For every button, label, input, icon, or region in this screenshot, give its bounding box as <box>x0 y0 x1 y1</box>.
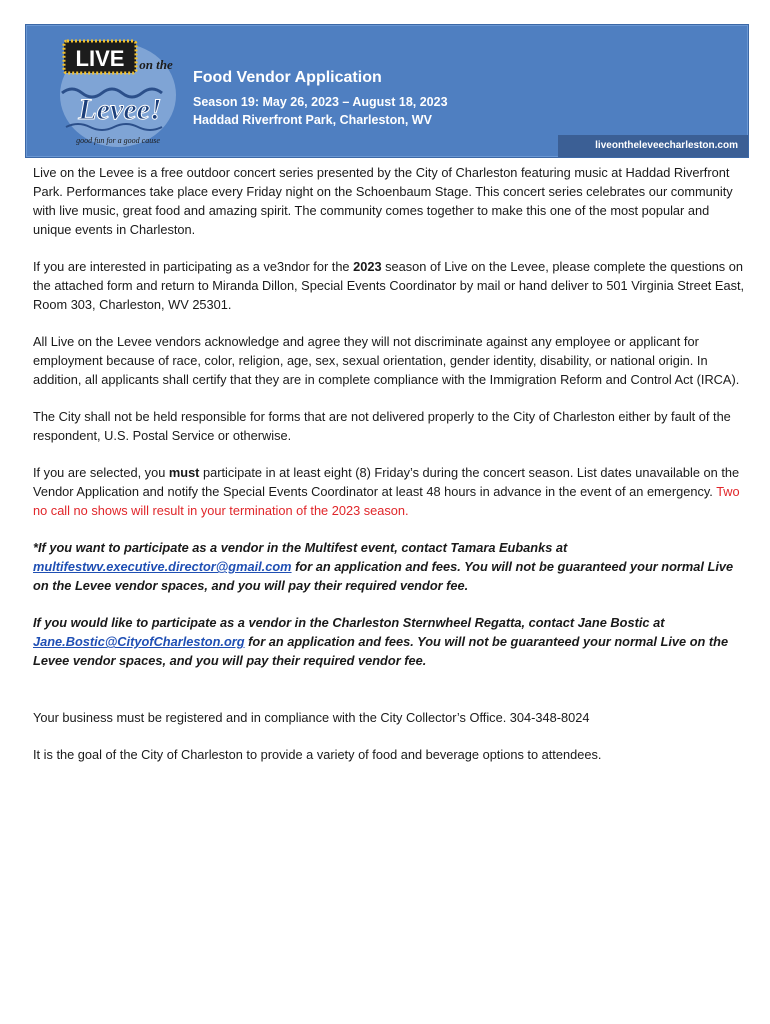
svg-text:good fun for a good cause: good fun for a good cause <box>76 136 160 145</box>
regatta-text-b: for an application and fees. You will not be guaranteed your normal Live on the Levee vendor spaces, and you will pay their required vendor fee. <box>33 634 729 668</box>
svg-text:on the: on the <box>139 57 173 72</box>
goal-paragraph: It is the goal of the City of Charleston to provide a variety of food and beverage options to attendees. <box>33 747 602 762</box>
season-dates: Season 19: May 26, 2023 – August 18, 2023 <box>193 95 448 109</box>
multifest-email-link[interactable]: multifestwv.executive.director@gmail.com <box>33 559 292 574</box>
selection-paragraph <box>33 463 745 520</box>
svg-text:LIVE: LIVE <box>75 46 125 71</box>
header-banner <box>25 24 749 158</box>
participation-paragraph <box>33 257 745 314</box>
document-body <box>33 163 745 782</box>
selection-text-b: participate in at least eight (8) Friday’s during the concert season. List dates unavailable on the Vendor Application and notify the Special Events Coordinator at least 48 hours in advance in the event of an emergency. <box>33 465 740 499</box>
regatta-text-a: If you would like to participate as a vendor in the Charleston Sternwheel Regatta, contact Jane Bostic at <box>33 615 665 630</box>
svg-text:Levee!: Levee! <box>78 93 162 126</box>
event-location: Haddad Riverfront Park, Charleston, WV <box>193 113 432 127</box>
liability-paragraph: The City shall not be held responsible for forms that are not delivered properly to the City of Charleston either by fault of the respondent, U.S. Postal Service or otherwise. <box>33 409 731 443</box>
participation-text-b: season of Live on the Levee, please complete the questions on the attached form and return to Miranda Dillon, Special Events Coordinator by mail or hand deliver to 501 Virginia Street East, Room 303, Charleston, WV 25301. <box>33 259 745 312</box>
participation-text-a: If you are interested in participating as a ve3ndor for the <box>33 259 354 274</box>
nondiscrimination-paragraph: All Live on the Levee vendors acknowledge and agree they will not discriminate against any employee or applicant for employment because of race, color, religion, age, sex, sexual orientation, gender identity, disability, or national origin. In addition, all applicants shall certify that they are in complete compliance with the Immigration Reform and Control Act (IRCA). <box>33 334 740 387</box>
selection-text-a: If you are selected, you <box>33 465 169 480</box>
header-title-block <box>193 69 448 131</box>
multifest-paragraph <box>33 538 745 595</box>
must-emphasis: must <box>168 465 200 480</box>
multifest-text-b: for an application and fees. You will not be guaranteed your normal Live on the Levee vendor spaces, and you will pay their required vendor fee. <box>33 559 734 593</box>
registration-paragraph: Your business must be registered and in compliance with the City Collector’s Office. 304-348-8024 <box>33 710 590 725</box>
website-url: liveontheleveecharleston.com <box>558 135 748 157</box>
live-on-the-levee-logo <box>56 35 186 150</box>
regatta-email-link[interactable]: Jane.Bostic@CityofCharleston.org <box>33 634 245 649</box>
intro-paragraph: Live on the Levee is a free outdoor concert series presented by the City of Charleston featuring music at Haddad Riverfront Park. Performances take place every Friday night on the Schoenbaum Stage. This concert series celebrates our community with live music, great food and amazing spirit. The community comes together to make this one of the most popular and unique events in Charleston. <box>33 165 733 237</box>
multifest-text-a: *If you want to participate as a vendor in the Multifest event, contact Tamara Eubanks at <box>33 540 568 555</box>
regatta-paragraph <box>33 613 745 670</box>
page-title: Food Vendor Application <box>193 69 382 86</box>
termination-warning: Two no call no shows will result in your termination of the 2023 season. <box>33 484 740 518</box>
season-year: 2023 <box>353 259 382 274</box>
